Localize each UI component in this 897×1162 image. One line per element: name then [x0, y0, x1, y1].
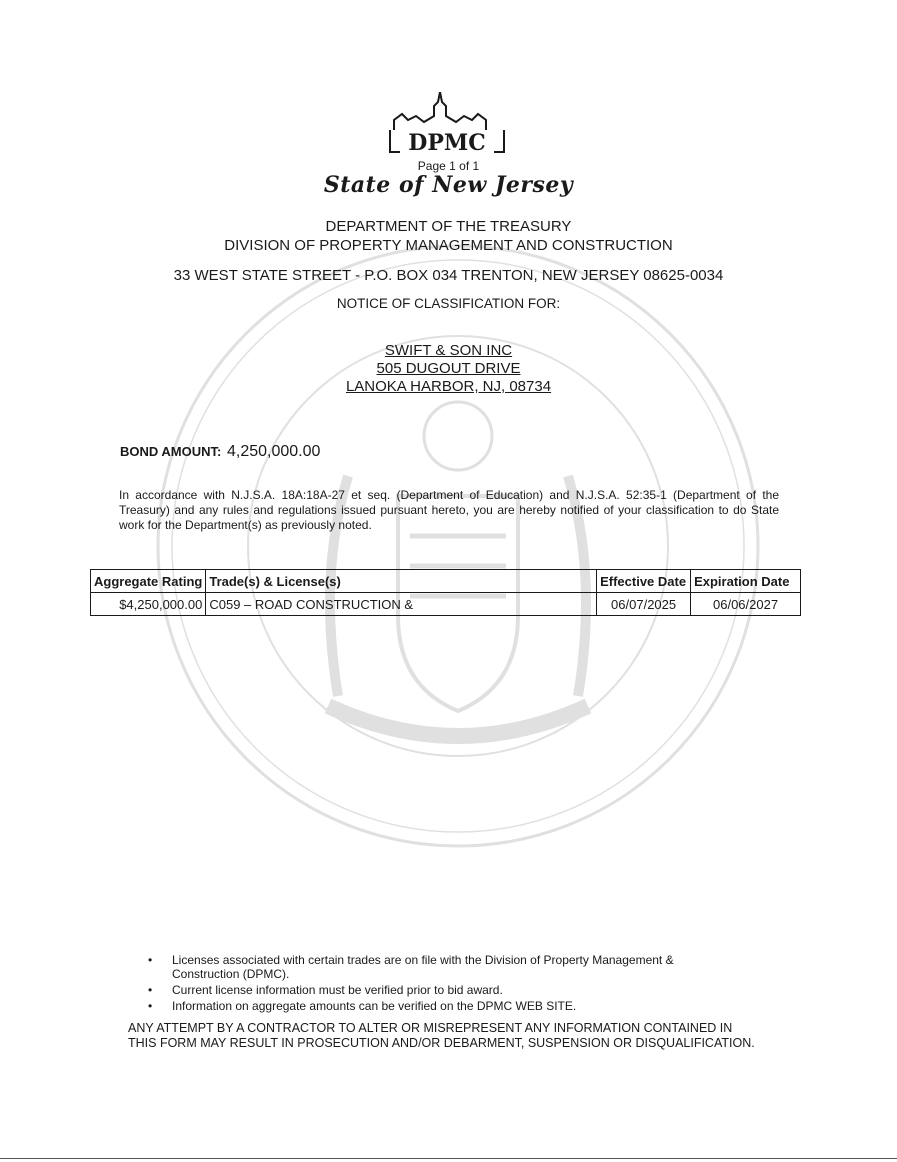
list-item — [148, 999, 728, 1013]
bond-amount — [120, 443, 320, 461]
page-indicator: Page 1 of 1 — [417, 159, 480, 173]
notice-title: NOTICE OF CLASSIFICATION FOR: — [336, 296, 561, 311]
dpmc-logo — [384, 92, 510, 156]
classification-table — [90, 569, 801, 616]
cell-expiration-date: 06/06/2027 — [691, 593, 801, 616]
state-title: State of New Jersey — [323, 172, 574, 198]
list-item — [148, 983, 728, 997]
state-seal-watermark — [148, 236, 768, 856]
bullet-icon: • — [148, 999, 153, 1013]
dpmc-logo-text: DPMC — [408, 130, 486, 156]
table-row — [91, 593, 801, 616]
recipient-street: 505 DUGOUT DRIVE — [376, 360, 521, 377]
notes-list — [148, 953, 728, 1015]
header-aggregate-rating: Aggregate Rating — [91, 570, 206, 593]
bond-amount-label: BOND AMOUNT: — [120, 444, 222, 459]
table-header-row — [91, 570, 801, 593]
department-heading: DEPARTMENT OF THE TREASURY — [325, 218, 572, 235]
header-effective-date: Effective Date — [597, 570, 691, 593]
division-heading: DIVISION OF PROPERTY MANAGEMENT AND CONSTRUCTION — [224, 237, 673, 254]
recipient-city: LANOKA HARBOR, NJ, 08734 — [345, 378, 552, 395]
page-bottom-rule — [0, 1158, 897, 1159]
department-address: 33 WEST STATE STREET - P.O. BOX 034 TRENTON, NEW JERSEY 08625-0034 — [173, 267, 724, 284]
list-item — [148, 953, 728, 981]
bullet-icon: • — [148, 953, 153, 967]
bullet-icon: • — [148, 983, 153, 997]
note-text: Current license information must be verified prior to bid award. — [172, 983, 503, 997]
note-text: Information on aggregate amounts can be verified on the DPMC WEB SITE. — [172, 999, 577, 1013]
bond-amount-value: 4,250,000.00 — [226, 443, 321, 460]
cell-effective-date: 06/07/2025 — [597, 593, 691, 616]
header-expiration-date: Expiration Date — [691, 570, 801, 593]
header-trades-licenses: Trade(s) & License(s) — [206, 570, 597, 593]
legal-warning: ANY ATTEMPT BY A CONTRACTOR TO ALTER OR MISREPRESENT ANY INFORMATION CONTAINED IN THIS FORM MAY RESULT IN PROSECUTION AND/OR DEBARMENT, SUSPENSION OR DISQUALIFICATION. — [128, 1021, 755, 1050]
cell-trade: C059 – ROAD CONSTRUCTION & — [206, 593, 597, 616]
cell-aggregate-rating: $4,250,000.00 — [91, 593, 206, 616]
recipient-name: SWIFT & SON INC — [384, 342, 513, 359]
note-text: Licenses associated with certain trades are on file with the Division of Property Management & Construction (DPMC). — [172, 953, 674, 981]
classification-statement: In accordance with N.J.S.A. 18A:18A-27 et seq. (Department of Education) and N.J.S.A. 52:35-1 (Department of the Treasury) and any rules and regulations issued pursuant hereto, you are hereby notified of your classification to do State work for the Department(s) as previously noted. — [119, 488, 779, 532]
